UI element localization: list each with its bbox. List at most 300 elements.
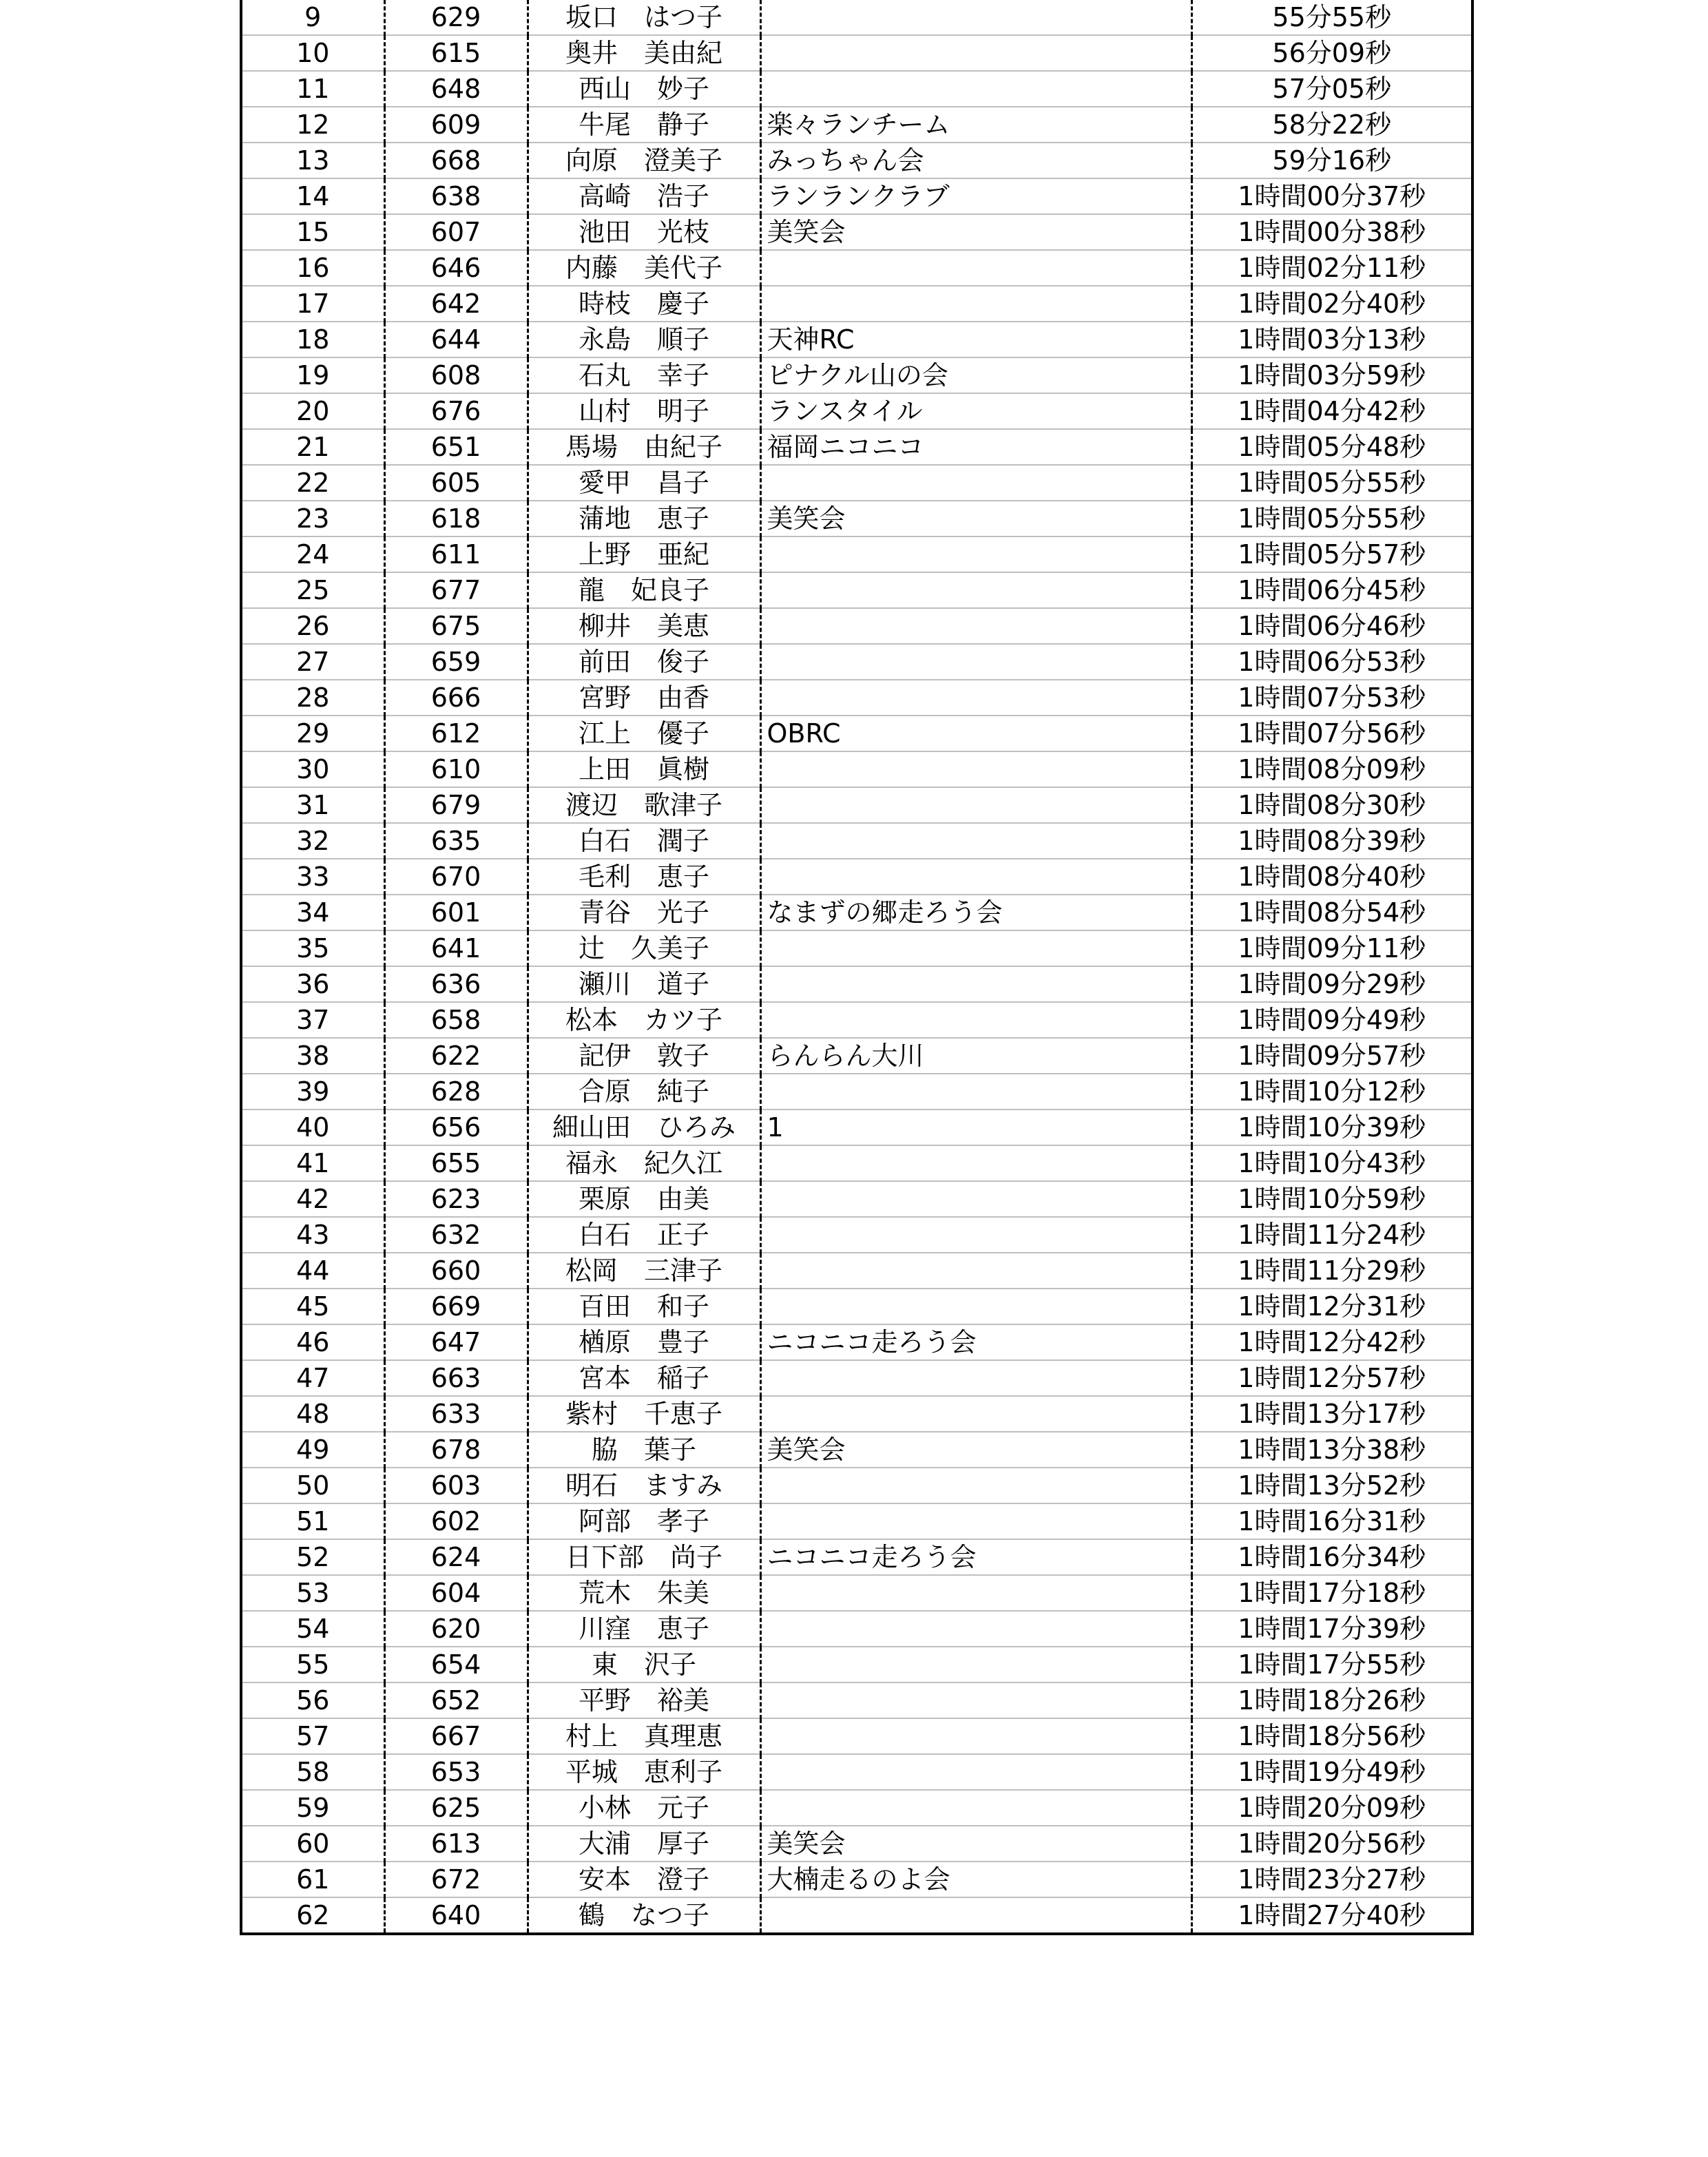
finish-time-cell: 1時間08分09秒: [1191, 751, 1472, 787]
bib-number-cell: 602: [384, 1503, 528, 1539]
rank-cell: 49: [241, 1432, 384, 1468]
team-name-cell: [760, 1790, 1191, 1826]
team-name-cell: [760, 572, 1191, 608]
result-row: [241, 107, 1472, 143]
rank-cell: 15: [241, 214, 384, 250]
bib-number-cell: 628: [384, 1074, 528, 1109]
team-name-cell: [760, 1074, 1191, 1109]
team-name-cell: [760, 1002, 1191, 1038]
team-name-cell: [760, 680, 1191, 716]
rank-cell: 42: [241, 1181, 384, 1217]
bib-number-cell: 638: [384, 178, 528, 214]
team-name-cell: 大楠走るのよ会: [760, 1862, 1191, 1897]
team-name-cell: [760, 1611, 1191, 1647]
team-name-cell: [760, 1503, 1191, 1539]
result-row: [241, 1253, 1472, 1289]
result-row: [241, 644, 1472, 680]
team-name-cell: なまずの郷走ろう会: [760, 895, 1191, 930]
finish-time-cell: 1時間11分29秒: [1191, 1253, 1472, 1289]
finish-time-cell: 1時間17分39秒: [1191, 1611, 1472, 1647]
runner-name-cell: 宮野 由香: [528, 680, 760, 716]
bib-number-cell: 648: [384, 71, 528, 107]
result-row: [241, 1897, 1472, 1934]
bib-number-cell: 669: [384, 1289, 528, 1324]
rank-cell: 27: [241, 644, 384, 680]
result-row: [241, 1790, 1472, 1826]
runner-name-cell: 石丸 幸子: [528, 357, 760, 393]
bib-number-cell: 625: [384, 1790, 528, 1826]
team-name-cell: ランランクラブ: [760, 178, 1191, 214]
bib-number-cell: 607: [384, 214, 528, 250]
finish-time-cell: 1時間09分57秒: [1191, 1038, 1472, 1074]
team-name-cell: [760, 1360, 1191, 1396]
finish-time-cell: 1時間23分27秒: [1191, 1862, 1472, 1897]
result-row: [241, 1432, 1472, 1468]
result-row: [241, 716, 1472, 751]
runner-name-cell: 栗原 由美: [528, 1181, 760, 1217]
rank-cell: 23: [241, 501, 384, 536]
bib-number-cell: 623: [384, 1181, 528, 1217]
team-name-cell: [760, 1754, 1191, 1790]
runner-name-cell: 渡辺 歌津子: [528, 787, 760, 823]
bib-number-cell: 632: [384, 1217, 528, 1253]
finish-time-cell: 1時間05分57秒: [1191, 536, 1472, 572]
rank-cell: 51: [241, 1503, 384, 1539]
bib-number-cell: 670: [384, 859, 528, 895]
runner-name-cell: 紫村 千恵子: [528, 1396, 760, 1432]
result-row: [241, 1360, 1472, 1396]
finish-time-cell: 55分55秒: [1191, 0, 1472, 35]
finish-time-cell: 1時間17分55秒: [1191, 1647, 1472, 1682]
rank-cell: 17: [241, 286, 384, 322]
team-name-cell: [760, 1289, 1191, 1324]
runner-name-cell: 時枝 慶子: [528, 286, 760, 322]
result-row: [241, 357, 1472, 393]
team-name-cell: [760, 930, 1191, 966]
finish-time-cell: 1時間03分13秒: [1191, 322, 1472, 357]
team-name-cell: [760, 536, 1191, 572]
runner-name-cell: 蒲地 恵子: [528, 501, 760, 536]
bib-number-cell: 679: [384, 787, 528, 823]
rank-cell: 9: [241, 0, 384, 35]
bib-number-cell: 678: [384, 1432, 528, 1468]
bib-number-cell: 677: [384, 572, 528, 608]
finish-time-cell: 1時間07分53秒: [1191, 680, 1472, 716]
team-name-cell: [760, 286, 1191, 322]
runner-name-cell: 白石 正子: [528, 1217, 760, 1253]
result-row: [241, 1862, 1472, 1897]
finish-time-cell: 1時間17分18秒: [1191, 1575, 1472, 1611]
result-row: [241, 1754, 1472, 1790]
result-row: [241, 143, 1472, 178]
runner-name-cell: 明石 ますみ: [528, 1468, 760, 1503]
bib-number-cell: 629: [384, 0, 528, 35]
result-row: [241, 1038, 1472, 1074]
team-name-cell: [760, 1897, 1191, 1934]
finish-time-cell: 1時間02分11秒: [1191, 250, 1472, 286]
rank-cell: 57: [241, 1718, 384, 1754]
team-name-cell: [760, 859, 1191, 895]
rank-cell: 31: [241, 787, 384, 823]
team-name-cell: [760, 787, 1191, 823]
result-row: [241, 895, 1472, 930]
bib-number-cell: 660: [384, 1253, 528, 1289]
finish-time-cell: 1時間04分42秒: [1191, 393, 1472, 429]
runner-name-cell: 柳井 美恵: [528, 608, 760, 644]
rank-cell: 30: [241, 751, 384, 787]
result-row: [241, 1109, 1472, 1145]
runner-name-cell: 安本 澄子: [528, 1862, 760, 1897]
finish-time-cell: 1時間00分37秒: [1191, 178, 1472, 214]
finish-time-cell: 1時間08分39秒: [1191, 823, 1472, 859]
team-name-cell: [760, 1575, 1191, 1611]
rank-cell: 25: [241, 572, 384, 608]
rank-cell: 10: [241, 35, 384, 71]
bib-number-cell: 601: [384, 895, 528, 930]
runner-name-cell: 川窪 恵子: [528, 1611, 760, 1647]
rank-cell: 32: [241, 823, 384, 859]
bib-number-cell: 651: [384, 429, 528, 465]
rank-cell: 55: [241, 1647, 384, 1682]
rank-cell: 48: [241, 1396, 384, 1432]
result-row: [241, 787, 1472, 823]
runner-name-cell: 西山 妙子: [528, 71, 760, 107]
runner-name-cell: 大浦 厚子: [528, 1826, 760, 1862]
rank-cell: 61: [241, 1862, 384, 1897]
bib-number-cell: 644: [384, 322, 528, 357]
team-name-cell: [760, 1145, 1191, 1181]
team-name-cell: 美笑会: [760, 1432, 1191, 1468]
team-name-cell: [760, 608, 1191, 644]
runner-name-cell: 龍 妃良子: [528, 572, 760, 608]
team-name-cell: [760, 751, 1191, 787]
finish-time-cell: 59分16秒: [1191, 143, 1472, 178]
finish-time-cell: 1時間06分45秒: [1191, 572, 1472, 608]
result-row: [241, 393, 1472, 429]
rank-cell: 50: [241, 1468, 384, 1503]
finish-time-cell: 1時間16分34秒: [1191, 1539, 1472, 1575]
result-row: [241, 1468, 1472, 1503]
runner-name-cell: 瀬川 道子: [528, 966, 760, 1002]
runner-name-cell: 松岡 三津子: [528, 1253, 760, 1289]
result-row: [241, 1539, 1472, 1575]
rank-cell: 20: [241, 393, 384, 429]
team-name-cell: [760, 71, 1191, 107]
finish-time-cell: 57分05秒: [1191, 71, 1472, 107]
result-row: [241, 680, 1472, 716]
result-row: [241, 572, 1472, 608]
bib-number-cell: 641: [384, 930, 528, 966]
bib-number-cell: 672: [384, 1862, 528, 1897]
runner-name-cell: 江上 優子: [528, 716, 760, 751]
result-row: [241, 859, 1472, 895]
runner-name-cell: 村上 真理恵: [528, 1718, 760, 1754]
finish-time-cell: 1時間13分38秒: [1191, 1432, 1472, 1468]
team-name-cell: [760, 1647, 1191, 1682]
runner-name-cell: 東 沢子: [528, 1647, 760, 1682]
finish-time-cell: 1時間12分31秒: [1191, 1289, 1472, 1324]
bib-number-cell: 608: [384, 357, 528, 393]
runner-name-cell: 牛尾 静子: [528, 107, 760, 143]
runner-name-cell: 細山田 ひろみ: [528, 1109, 760, 1145]
runner-name-cell: 坂口 はつ子: [528, 0, 760, 35]
rank-cell: 34: [241, 895, 384, 930]
rank-cell: 21: [241, 429, 384, 465]
rank-cell: 29: [241, 716, 384, 751]
rank-cell: 14: [241, 178, 384, 214]
team-name-cell: 楽々ランチーム: [760, 107, 1191, 143]
result-row: [241, 250, 1472, 286]
runner-name-cell: 松本 カツ子: [528, 1002, 760, 1038]
runner-name-cell: 前田 俊子: [528, 644, 760, 680]
runner-name-cell: 合原 純子: [528, 1074, 760, 1109]
bib-number-cell: 603: [384, 1468, 528, 1503]
result-row: [241, 1503, 1472, 1539]
rank-cell: 41: [241, 1145, 384, 1181]
team-name-cell: [760, 35, 1191, 71]
finish-time-cell: 1時間18分26秒: [1191, 1682, 1472, 1718]
bib-number-cell: 676: [384, 393, 528, 429]
bib-number-cell: 640: [384, 1897, 528, 1934]
results-body: [241, 0, 1472, 1934]
team-name-cell: [760, 1396, 1191, 1432]
team-name-cell: みっちゃん会: [760, 143, 1191, 178]
finish-time-cell: 1時間02分40秒: [1191, 286, 1472, 322]
result-row: [241, 1217, 1472, 1253]
result-row: [241, 536, 1472, 572]
result-row: [241, 1611, 1472, 1647]
bib-number-cell: 652: [384, 1682, 528, 1718]
rank-cell: 38: [241, 1038, 384, 1074]
bib-number-cell: 667: [384, 1718, 528, 1754]
runner-name-cell: 平城 恵利子: [528, 1754, 760, 1790]
result-row: [241, 823, 1472, 859]
finish-time-cell: 1時間10分59秒: [1191, 1181, 1472, 1217]
bib-number-cell: 612: [384, 716, 528, 751]
finish-time-cell: 1時間13分17秒: [1191, 1396, 1472, 1432]
bib-number-cell: 656: [384, 1109, 528, 1145]
result-row: [241, 608, 1472, 644]
rank-cell: 47: [241, 1360, 384, 1396]
result-row: [241, 1718, 1472, 1754]
runner-name-cell: 毛利 恵子: [528, 859, 760, 895]
result-row: [241, 214, 1472, 250]
runner-name-cell: 福永 紀久江: [528, 1145, 760, 1181]
bib-number-cell: 611: [384, 536, 528, 572]
team-name-cell: [760, 1468, 1191, 1503]
finish-time-cell: 1時間27分40秒: [1238, 1900, 1426, 1930]
rank-cell: 16: [241, 250, 384, 286]
result-row: [241, 178, 1472, 214]
team-name-cell: 天神RC: [760, 322, 1191, 357]
team-name-cell: [760, 1253, 1191, 1289]
result-row: [241, 1826, 1472, 1862]
bib-number-cell: 668: [384, 143, 528, 178]
result-row: [241, 966, 1472, 1002]
runner-name-cell: 奥井 美由紀: [528, 35, 760, 71]
team-name-cell: ピナクル山の会: [760, 357, 1191, 393]
rank-cell: 24: [241, 536, 384, 572]
bib-number-cell: 655: [384, 1145, 528, 1181]
rank-cell: 59: [241, 1790, 384, 1826]
team-name-cell: [760, 465, 1191, 501]
bib-number-cell: 624: [384, 1539, 528, 1575]
team-name-cell: [760, 250, 1191, 286]
runner-name-cell: 宮本 稲子: [528, 1360, 760, 1396]
team-name-cell: ニコニコ走ろう会: [760, 1324, 1191, 1360]
result-row: [241, 501, 1472, 536]
result-row: [241, 1002, 1472, 1038]
result-row: [241, 1575, 1472, 1611]
bib-number-cell: 636: [384, 966, 528, 1002]
team-name-cell: [760, 0, 1191, 35]
rank-cell: 26: [241, 608, 384, 644]
rank-cell: 58: [241, 1754, 384, 1790]
rank-cell: 62: [241, 1897, 384, 1934]
runner-name-cell: 池田 光枝: [528, 214, 760, 250]
result-row: [241, 1682, 1472, 1718]
rank-cell: 33: [241, 859, 384, 895]
finish-time-cell: 1時間05分55秒: [1191, 501, 1472, 536]
team-name-cell: OBRC: [760, 716, 1191, 751]
finish-time-cell: 1時間09分49秒: [1191, 1002, 1472, 1038]
finish-time-cell: 56分09秒: [1191, 35, 1472, 71]
finish-time-cell: 58分22秒: [1191, 107, 1472, 143]
result-row: [241, 286, 1472, 322]
runner-name-cell: 荒木 朱美: [528, 1575, 760, 1611]
result-row: [241, 1396, 1472, 1432]
runner-name-cell: 日下部 尚子: [528, 1539, 760, 1575]
runner-name-cell: 上田 眞樹: [528, 751, 760, 787]
team-name-cell: 美笑会: [760, 214, 1191, 250]
result-row: [241, 930, 1472, 966]
rank-cell: 22: [241, 465, 384, 501]
runner-name-cell: 楢原 豊子: [528, 1324, 760, 1360]
runner-name-cell: 永島 順子: [528, 322, 760, 357]
finish-time-cell: 1時間12分57秒: [1191, 1360, 1472, 1396]
bib-number-cell: 654: [384, 1647, 528, 1682]
runner-name-cell: 辻 久美子: [528, 930, 760, 966]
bib-number-cell: 642: [384, 286, 528, 322]
finish-time-cell: 1時間12分42秒: [1191, 1324, 1472, 1360]
team-name-cell: [760, 1217, 1191, 1253]
runner-name-cell: 記伊 敦子: [528, 1038, 760, 1074]
finish-time-cell: 1時間08分30秒: [1191, 787, 1472, 823]
bib-number-cell: 666: [384, 680, 528, 716]
runner-name-cell: 内藤 美代子: [528, 250, 760, 286]
team-name-cell: [760, 1181, 1191, 1217]
rank-cell: 40: [241, 1109, 384, 1145]
team-name-cell: [760, 1718, 1191, 1754]
team-name-cell: ニコニコ走ろう会: [760, 1539, 1191, 1575]
team-name-cell: らんらん大川: [760, 1038, 1191, 1074]
bib-number-cell: 646: [384, 250, 528, 286]
result-row: [241, 1324, 1472, 1360]
result-row: [241, 1289, 1472, 1324]
team-name-cell: [760, 644, 1191, 680]
rank-cell: 13: [241, 143, 384, 178]
finish-time-cell: 1時間06分46秒: [1191, 608, 1472, 644]
result-row: [241, 35, 1472, 71]
runner-name-cell: 愛甲 昌子: [528, 465, 760, 501]
result-row: [241, 1074, 1472, 1109]
rank-cell: 28: [241, 680, 384, 716]
finish-time-cell: 1時間10分12秒: [1191, 1074, 1472, 1109]
result-row: [241, 465, 1472, 501]
runner-name-cell: 平野 裕美: [528, 1682, 760, 1718]
bib-number-cell: 622: [384, 1038, 528, 1074]
result-row: [241, 1145, 1472, 1181]
result-row: [241, 0, 1472, 35]
rank-cell: 45: [241, 1289, 384, 1324]
runner-name-cell: 小林 元子: [528, 1790, 760, 1826]
bib-number-cell: 609: [384, 107, 528, 143]
team-name-cell: 美笑会: [760, 1826, 1191, 1862]
runner-name-cell: 上野 亜紀: [528, 536, 760, 572]
bib-number-cell: 604: [384, 1575, 528, 1611]
rank-cell: 43: [241, 1217, 384, 1253]
finish-time-cell: 1時間08分54秒: [1191, 895, 1472, 930]
bib-number-cell: 647: [384, 1324, 528, 1360]
bib-number-cell: 613: [384, 1826, 528, 1862]
bib-number-cell: 658: [384, 1002, 528, 1038]
rank-cell: 46: [241, 1324, 384, 1360]
bib-number-cell: 610: [384, 751, 528, 787]
bib-number-cell: 605: [384, 465, 528, 501]
finish-time-cell: 1時間03分59秒: [1191, 357, 1472, 393]
team-name-cell: 美笑会: [760, 501, 1191, 536]
rank-cell: 60: [241, 1826, 384, 1862]
finish-time-cell: 1時間18分56秒: [1191, 1718, 1472, 1754]
runner-name-cell: 阿部 孝子: [528, 1503, 760, 1539]
bib-number-cell: 615: [384, 35, 528, 71]
bib-number-cell: 633: [384, 1396, 528, 1432]
finish-time-cell: 1時間16分31秒: [1191, 1503, 1472, 1539]
finish-time-cell: 1時間07分56秒: [1191, 716, 1472, 751]
rank-cell: 39: [241, 1074, 384, 1109]
result-row: [241, 1181, 1472, 1217]
team-name-cell: [760, 966, 1191, 1002]
rank-cell: 36: [241, 966, 384, 1002]
finish-time-cell: 1時間13分52秒: [1191, 1468, 1472, 1503]
rank-cell: 52: [241, 1539, 384, 1575]
rank-cell: 12: [241, 107, 384, 143]
bib-number-cell: 620: [384, 1611, 528, 1647]
result-row: [241, 322, 1472, 357]
runner-name-cell: 青谷 光子: [528, 895, 760, 930]
bib-number-cell: 618: [384, 501, 528, 536]
team-name-cell: [760, 823, 1191, 859]
finish-time-cell: 1時間10分39秒: [1191, 1109, 1472, 1145]
rank-cell: 19: [241, 357, 384, 393]
team-name-cell: [760, 1682, 1191, 1718]
bib-number-cell: 663: [384, 1360, 528, 1396]
runner-name-cell: 百田 和子: [528, 1289, 760, 1324]
team-name-cell: ランスタイル: [760, 393, 1191, 429]
rank-cell: 53: [241, 1575, 384, 1611]
runner-name-cell: 鶴 なつ子: [528, 1897, 760, 1934]
result-row: [241, 1647, 1472, 1682]
bib-number-cell: 635: [384, 823, 528, 859]
finish-time-cell: 1時間20分56秒: [1191, 1826, 1472, 1862]
team-name-cell: 1: [760, 1109, 1191, 1145]
rank-cell: 56: [241, 1682, 384, 1718]
finish-time-cell: 1時間20分09秒: [1191, 1790, 1472, 1826]
rank-cell: 37: [241, 1002, 384, 1038]
bib-number-cell: 659: [384, 644, 528, 680]
finish-time-cell: 1時間05分55秒: [1191, 465, 1472, 501]
bib-number-cell: 675: [384, 608, 528, 644]
